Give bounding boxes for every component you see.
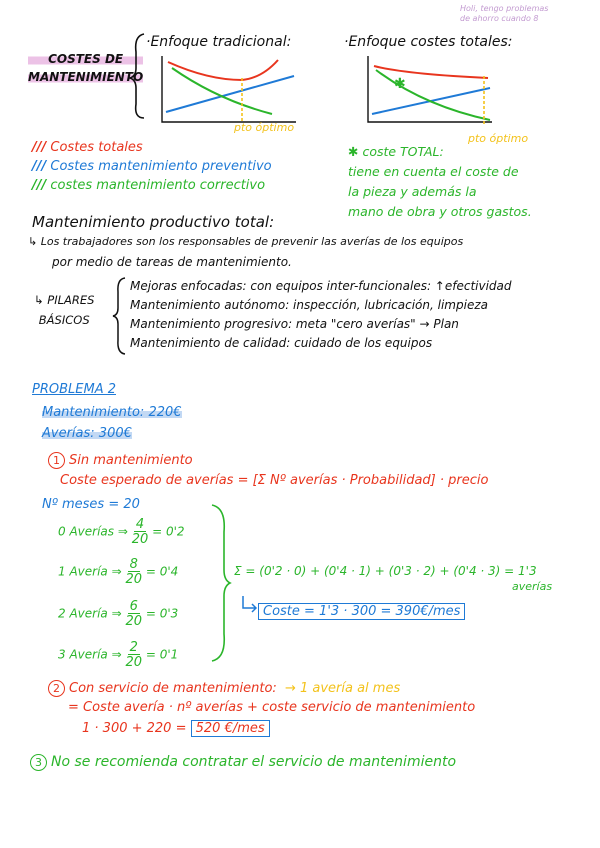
pilar-item: Mejoras enfocadas: con equipos inter-funcionales: ↑efectividad (130, 279, 512, 293)
prob-row-2: 2 Avería ⇒ $\frac{6}{20}$ = 0'3 (58, 599, 179, 629)
pto-optimo-2: pto óptimo (468, 132, 529, 145)
mpt-line1: ↳ Los trabajadores son los responsables de prevenir las averías de los equipos (28, 235, 464, 248)
title-brace (128, 32, 148, 120)
legend-blue: /// Costes mantenimiento preventivo (32, 159, 272, 174)
legend-red: /// Costes totales (32, 140, 143, 155)
section-3-conclusion: 3 No se recomienda contratar el servicio de mantenimiento (30, 754, 456, 771)
rows-brace (208, 502, 232, 664)
preventive-cost-line (166, 76, 294, 112)
pilar-item: Mantenimiento de calidad: cuidado de los equipos (130, 336, 433, 350)
coste-result: Coste = 1'3 · 300 = 390€/mes (258, 604, 465, 619)
pto-optimo-1: pto óptimo (234, 121, 295, 134)
n-meses: Nº meses = 20 (42, 497, 140, 512)
fraction: $\frac{8}{20}$ (125, 557, 143, 587)
coste-esperado-formula: Coste esperado de averías = [Σ Nº averías · Probabilidad] · precio (60, 473, 489, 488)
prob-row-3: 3 Avería ⇒ $\frac{2}{20}$ = 0'1 (58, 640, 179, 670)
enfoque-costes-label: ·Enfoque costes totales: (344, 34, 513, 50)
mpt-line2: por medio de tareas de mantenimiento. (52, 255, 292, 269)
fraction: $\frac{6}{20}$ (125, 599, 143, 629)
costes-title: COSTES DE MANTENIMIENTO (28, 52, 144, 84)
corner-note: Holi, tengo problemas de ahorro cuando 8 (460, 4, 549, 23)
pilares-label: ↳ PILARES BÁSICOS (34, 293, 95, 327)
pilar-item: Mantenimiento progresivo: meta "cero averías" → Plan (130, 317, 459, 331)
section-2-title: 2 Con servicio de mantenimiento: → 1 avería al mes (48, 680, 400, 697)
prob-row-1: 1 Avería ⇒ $\frac{8}{20}$ = 0'4 (58, 557, 179, 587)
enfoque-tradicional-label: ·Enfoque tradicional: (146, 34, 292, 50)
sum-arrow (240, 594, 260, 614)
prob-row-0: 0 Averías ⇒ $\frac{4}{20}$ = 0'2 (58, 517, 185, 547)
svg-text:✱: ✱ (394, 76, 406, 92)
total-cost-chart (364, 54, 496, 128)
problema-title: PROBLEMA 2 (32, 382, 116, 397)
section-2-calc: 1 · 300 + 220 = 520 €/mes (82, 721, 270, 736)
pilares-brace (112, 276, 128, 356)
fraction: $\frac{2}{20}$ (125, 640, 143, 670)
pilares-list (130, 277, 512, 353)
legend-green: /// costes mantenimiento correctivo (32, 178, 266, 193)
total-cost-curve-2 (374, 66, 488, 78)
section-2-formula: = Coste avería · nº averías + coste servicio de mantenimiento (68, 700, 476, 715)
mpt-title: Mantenimiento productivo total: (32, 213, 275, 231)
sum-unit: averías (512, 580, 553, 593)
pilar-item: Mantenimiento autónomo: inspección, lubricación, limpieza (130, 298, 488, 312)
coste-total-note: ✱ coste TOTAL: tiene en cuenta el coste de la pieza y además la mano de obra y otros gastos. (348, 144, 532, 219)
averia-cost: Averías: 300€ (42, 426, 132, 441)
fraction: $\frac{4}{20}$ (131, 517, 149, 547)
chart-legend (32, 138, 272, 195)
section-1-title: 1 Sin mantenimiento (48, 452, 193, 469)
mant-cost: Mantenimiento: 220€ (42, 405, 182, 420)
traditional-chart (158, 54, 300, 130)
sum-formula: Σ = (0'2 · 0) + (0'4 · 1) + (0'3 · 2) + (0'4 · 3) = 1'3 (234, 564, 537, 578)
